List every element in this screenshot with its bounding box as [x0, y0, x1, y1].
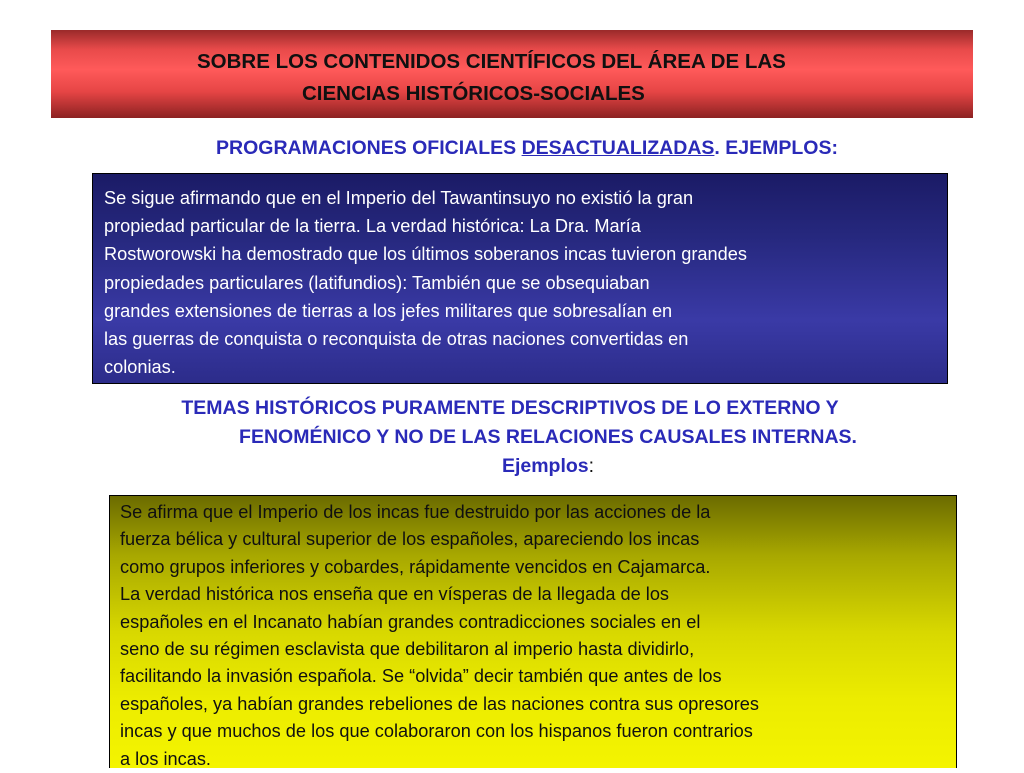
section2-line: Se afirma que el Imperio de los incas fue destruido por las acciones de la — [120, 502, 711, 522]
section2-line: a los incas. — [120, 748, 211, 769]
section2-heading-ejemplos: Ejemplos — [501, 455, 589, 477]
section1-heading-prefix: PROGRAMACIONES OFICIALES — [216, 137, 522, 159]
section1-line: grandes extensiones de tierras a los jefes militares que sobresalían en — [104, 300, 673, 321]
section2-heading-line-1: TEMAS HISTÓRICOS PURAMENTE DESCRIPTIVOS DE LO EXTERNO Y — [181, 397, 839, 419]
section2-line: incas y que muchos de los que colaboraron con los hispanos fueron contrarios — [120, 721, 753, 742]
section1-line: propiedades particulares (latifundios): También que se obsequiaban — [104, 272, 650, 293]
section1-text-box — [92, 173, 948, 384]
section2-line: españoles en el Incanato habían grandes contradicciones sociales en el — [120, 611, 701, 632]
section2-heading-colon: : — [588, 455, 595, 477]
title-line-1: SOBRE LOS CONTENIDOS CIENTÍFICOS DEL ÁREA DE LAS — [197, 50, 786, 73]
section2-line: La verdad histórica nos enseña que en vísperas de la llegada de los — [120, 584, 670, 605]
section2-text-box — [109, 495, 957, 768]
section1-line: colonias. — [104, 357, 176, 378]
section1-heading — [0, 137, 1024, 160]
section1-line: propiedad particular de la tierra. La verdad histórica: La Dra. María — [104, 216, 641, 237]
title-banner — [51, 30, 973, 118]
section2-line: seno de su régimen esclavista que debilitaron al imperio hasta dividirlo, — [120, 639, 695, 660]
section2-heading-line-3 — [36, 452, 1024, 481]
section2-line: como grupos inferiores y cobardes, rápidamente vencidos en Cajamarca. — [120, 556, 711, 577]
section1-line: las guerras de conquista o reconquista de otras naciones convertidas en — [104, 329, 689, 350]
section1-line: Se sigue afirmando que en el Imperio del Tawantinsuyo no existió la gran — [104, 188, 694, 208]
section2-line: españoles, ya habían grandes rebeliones de las naciones contra sus opresores — [120, 693, 759, 714]
section2-heading — [0, 394, 1024, 481]
section1-heading-underlined: DESACTUALIZADAS — [521, 137, 715, 159]
title-line-2: CIENCIAS HISTÓRICOS-SOCIALES — [302, 82, 645, 105]
section1-line: Rostworowski ha demostrado que los últimos soberanos incas tuvieron grandes — [104, 244, 747, 265]
section2-line: fuerza bélica y cultural superior de los españoles, apareciendo los incas — [120, 529, 700, 550]
section2-line: facilitando la invasión española. Se “olvida” decir también que antes de los — [120, 666, 722, 687]
section2-heading-line-2: FENOMÉNICO Y NO DE LAS RELACIONES CAUSALES INTERNAS. — [239, 426, 857, 448]
section1-heading-suffix: . EJEMPLOS: — [714, 137, 838, 159]
